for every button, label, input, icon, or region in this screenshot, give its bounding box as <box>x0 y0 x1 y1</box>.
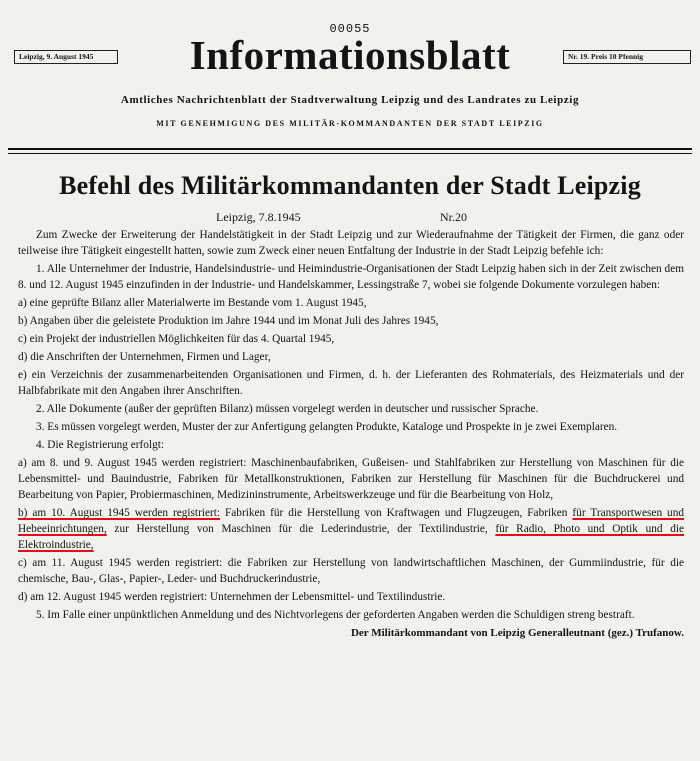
order-headline: Befehl des Militärkommandanten der Stadt Leipzig <box>59 171 641 200</box>
header-rule <box>8 148 692 150</box>
item-4c: c) am 11. August 1945 werden registriert: die Fabriken zur Herstellung von landwirtschaftlichen Maschinen, der Gummiindustrie, für die chemische, Bau-, Glas-, Papier-, Leder- und Buchdruckerindustrie, <box>18 557 684 585</box>
highlight-radio-photo-optics: für Radio, Photo und Optik und die Elektroindustrie, <box>18 523 685 551</box>
masthead-title: Informationsblatt <box>189 32 511 78</box>
approval-line: MIT GENEHMIGUNG DES MILITÄR-KOMMANDANTEN DER STADT LEIPZIG <box>156 119 544 128</box>
serial-number: 00055 <box>329 22 371 36</box>
highlight-transport: für Transportwesen und Hebeeinrichtungen, <box>18 507 684 535</box>
order-body <box>18 227 684 643</box>
intro-paragraph: Zum Zwecke der Erweiterung der Handelstätigkeit in der Stadt Leipzig und zur Wiederaufnahme der Tätigkeit der Firmen, die ganz oder teilweise ihre Tätigkeit eingestellt hatten, sowie zum Zweck einer neuen Entfaltung der Industrie in der Stadt Leipzig befehle ich: <box>18 229 684 257</box>
masthead-subtitle: Amtliches Nachrichtenblatt der Stadtverwaltung Leipzig und des Landrates zu Leipzig <box>120 94 580 106</box>
item-4a: a) am 8. und 9. August 1945 werden registriert: Maschinenbaufabriken, Gußeisen- und Stahlfabriken zur Herstellung von Maschinen für die Lebensmittel- und Bauindustrie, Fabriken für Metallkonstruktionen, Fabriken zur Herstellung für Maschinen für die Buchdruckerei und Bearbeitung von Papier, Probiermaschinen, Medizininstrumente, Arbeitswerkzeuge und für die Bearbeitung von Holz, <box>18 457 684 501</box>
issue-number-box: Nr. 19. Preis 10 Pfennig <box>563 50 691 64</box>
paragraph-1: 1. Alle Unternehmer der Industrie, Handelsindustrie- und Heimindustrie-Organisationen der Stadt Leipzig haben sich in der Zeit zwischen dem 8. und 12. August 1945 einzufinden in der Industrie- und Handelskammer, Lessingstraße 7, wobei sie folgende Dokumente vorzulegen haben: <box>18 263 684 291</box>
item-4b-text-1: Fabriken für die Herstellung von Kraftwagen und Flugzeugen, Fabriken <box>220 507 573 519</box>
signature-line: Der Militärkommandant von Leipzig Generalleutnant (gez.) Trufanow. <box>350 627 684 639</box>
item-1e: e) ein Verzeichnis der zusammenarbeitenden Organisationen und Firmen, d. h. der Lieferanten des Rohmaterials, des Heizmaterials und der Halbfabrikate mit den Angaben ihrer Anschriften. <box>18 369 684 397</box>
paragraph-4: 4. Die Registrierung erfolgt: <box>36 439 165 451</box>
order-dateline: Leipzig, 7.8.1945 <box>216 210 301 224</box>
paragraph-3: 3. Es müssen vorgelegt werden, Muster der zur Anfertigung gelangten Produkte, Kataloge und Prospekte in je zwei Exemplaren. <box>36 421 618 433</box>
item-4d: d) am 12. August 1945 werden registriert: Unternehmen der Lebensmittel- und Textilindustrie. <box>18 591 446 603</box>
paragraph-2: 2. Alle Dokumente (außer der geprüften Bilanz) müssen vorgelegt werden in deutscher und russischer Sprache. <box>36 403 539 415</box>
issue-date-box: Leipzig, 9. August 1945 <box>14 50 118 64</box>
item-4b-text-2: zur Herstellung von Maschinen für die Lederindustrie, der Textilindustrie, <box>106 523 496 535</box>
item-1b: b) Angaben über die geleistete Produktion im Jahre 1944 und im Monat Juli des Jahres 1945, <box>18 315 439 327</box>
item-1a: a) eine geprüfte Bilanz aller Materialwerte im Bestande vom 1. August 1945, <box>18 297 367 309</box>
item-4b <box>18 505 684 553</box>
header-rule-thin <box>8 153 692 154</box>
order-number: Nr.20 <box>440 210 467 224</box>
highlight-date: b) am 10. August 1945 werden registriert: <box>18 507 221 519</box>
paragraph-5: 5. Im Falle einer unpünktlichen Anmeldung und des Nichtvorlegens der geforderten Angaben werden die Schuldigen streng bestraft. <box>36 609 635 621</box>
item-1c: c) ein Projekt der industriellen Möglichkeiten für das 4. Quartal 1945, <box>18 333 335 345</box>
item-1d: d) die Anschriften der Unternehmen, Firmen und Lager, <box>18 351 271 363</box>
